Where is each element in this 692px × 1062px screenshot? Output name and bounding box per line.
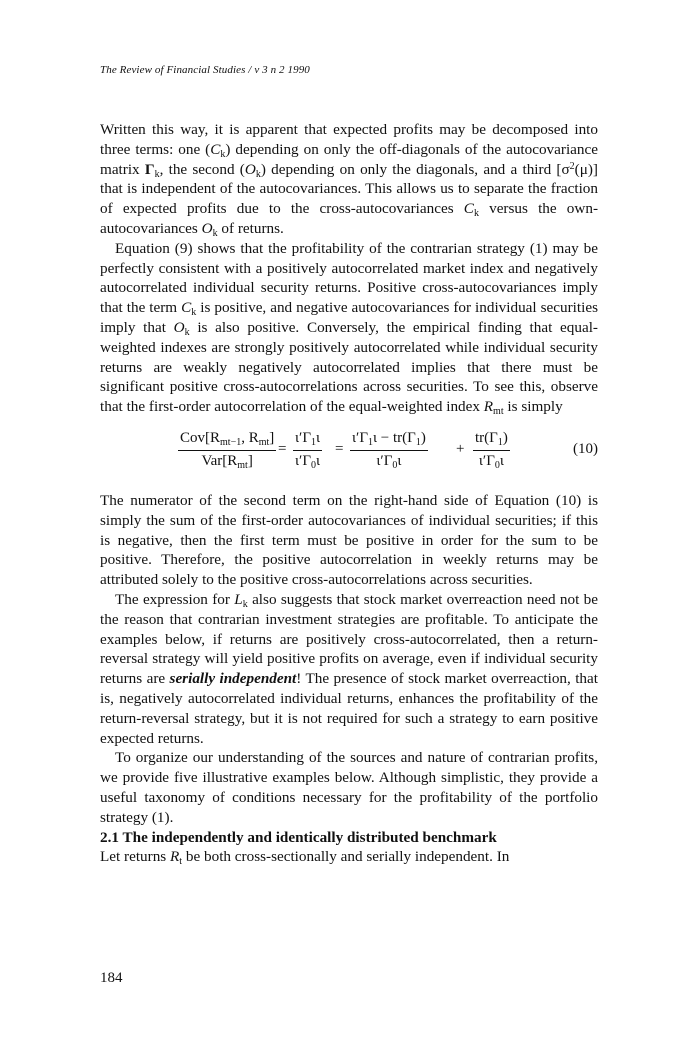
paragraph-5: To organize our understanding of the sources and nature of contrarian profits, we provide five illustrative examples below. Although simplistic, they provide a useful taxonomy of conditions necessary for the profitability of the portfolio strategy (1). [100, 749, 598, 826]
fraction-cross-term: $\frac{\iota'\Gamma_1\iota - tr(\Gamma_1)}{\iota'\Gamma_0\iota}$ [352, 429, 426, 471]
equals-sign-2: = [335, 440, 344, 457]
emphasis-serially-independent: serially independent [169, 670, 297, 688]
fraction-own-term: $\frac{tr(\Gamma_1)}{\iota'\Gamma_0\iota}$ [475, 429, 508, 471]
paragraph-1: Written this way, it is apparent that expected profits may be decomposed into three terms: one $(C_k)$ depending on only the off-diagonals of the autocovariance matrix $\Gamma_k$, the second $(O_k)$ depending on only the diagonals, and a third $[\sigma^2(\mu)]$ that is independent of the autocovariances. This allows us to separate the fraction of expected profits due to the cross-autocovariances $C_k$ versus the own-autocovariances $O_k$ of returns. [100, 121, 598, 239]
equals-sign-1: = [278, 440, 287, 457]
equation-10 [100, 429, 598, 479]
paragraph-6: Let returns $R_t$ be both cross-sectionally and serially independent. In [100, 848, 510, 868]
running-head: The Review of Financial Studies / v 3 n 2 1990 [100, 64, 310, 76]
section-heading: 2.1 The independently and identically distributed benchmark [100, 828, 497, 846]
fraction-ratio: $\frac{\iota'\Gamma_1\iota}{\iota'\Gamma_0\iota}$ [295, 429, 321, 471]
page-number: 184 [100, 970, 123, 986]
equation-number: (10) [573, 440, 598, 457]
body-text [100, 120, 598, 867]
paragraph-3: The numerator of the second term on the right-hand side of Equation (10) is simply the sum of the first-order autocovariances of individual securities; if this is negative, then the first term must be positive in order for the sum to be positive. Therefore, the positive autocorrelation in weekly returns may be attributed solely to the positive cross-autocorrelations across securities. [100, 491, 598, 589]
paragraph-2: Equation (9) shows that the profitability of the contrarian strategy (1) may be perfectly consistent with a positively autocorrelated market index and negatively autocorrelated individual security returns. Positive cross-autocovariances imply that the term $C_k$ is positive, and negative autocovariances for individual securities imply that $O_k$ is also positive. Conversely, the empirical finding that equal-weighted indexes are strongly positively autocorrelated while individual security returns are weakly negatively autocorrelated implies that there must be significant positive cross-autocorrelations across securities. To see this, observe that the first-order autocorrelation of the equal-weighted index $R_{mt}$ is simply [100, 239, 598, 418]
paragraph-4: The expression for $L_k$ also suggests that stock market overreaction need not be the reason that contrarian investment strategies are profitable. To anticipate the examples below, if returns are positively cross-autocorrelated, then a return-reversal strategy will yield positive profits on average, even if individual security returns are serially independent! The presence of stock market overreaction, that is, negatively autocorrelated individual returns, enhances the profitability of the return-reversal strategy, but it is not required for such a strategy to earn positive expected returns. [100, 590, 598, 747]
plus-sign: + [456, 440, 465, 457]
fraction-autocorrelation: $Cov[R_{mt-1}$, $R_{mt}$] $Var[R_{mt}]$ [180, 429, 275, 471]
